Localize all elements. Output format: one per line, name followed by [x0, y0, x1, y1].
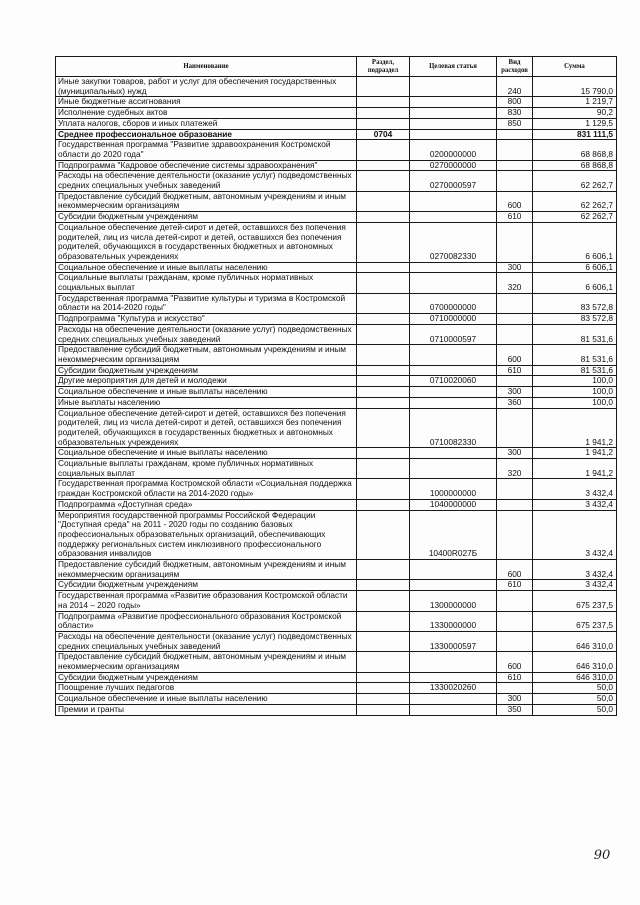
cell-target — [410, 365, 497, 376]
cell-target: 0200000000 — [410, 140, 497, 160]
cell-target: 1040000000 — [410, 499, 497, 510]
cell-name: Подпрограмма "Культура и искусство" — [56, 314, 357, 325]
cell-kind — [497, 140, 533, 160]
cell-name: Расходы на обеспечение деятельности (оказание услуг) подведомственных средних специальных учебных заведений — [56, 324, 357, 344]
cell-kind — [497, 129, 533, 140]
cell-section — [357, 273, 410, 293]
cell-target: 1330020260 — [410, 683, 497, 694]
cell-target: 0270082330 — [410, 222, 497, 262]
cell-section — [357, 652, 410, 672]
cell-name: Предоставление субсидий бюджетным, автономным учреждениям и иным некоммерческим организациям — [56, 191, 357, 211]
cell-section — [357, 97, 410, 108]
cell-target: 0710000597 — [410, 324, 497, 344]
cell-target: 0710082330 — [410, 408, 497, 448]
header-sum: Сумма — [533, 57, 617, 77]
cell-target — [410, 560, 497, 580]
cell-name: Предоставление субсидий бюджетным, автономным учреждениям и иным некоммерческим организациям — [56, 345, 357, 365]
cell-name: Государственная программа «Развитие образования Костромской области на 2014 – 2020 годы» — [56, 591, 357, 611]
cell-sum: 15 790,0 — [533, 77, 617, 97]
cell-kind: 610 — [497, 365, 533, 376]
table-row — [56, 694, 617, 705]
cell-section — [357, 683, 410, 694]
table-row — [56, 459, 617, 479]
cell-section — [357, 448, 410, 459]
cell-sum: 100,0 — [533, 387, 617, 398]
cell-section — [357, 262, 410, 273]
table-row — [56, 171, 617, 191]
table-row — [56, 376, 617, 387]
cell-name: Социальное обеспечение и иные выплаты населению — [56, 694, 357, 705]
table-row — [56, 293, 617, 313]
cell-sum: 68 868,8 — [533, 160, 617, 171]
cell-section — [357, 631, 410, 651]
cell-sum: 675 237,5 — [533, 591, 617, 611]
cell-section — [357, 108, 410, 119]
cell-sum: 3 432,4 — [533, 499, 617, 510]
cell-section — [357, 77, 410, 97]
cell-name: Подпрограмма «Доступная среда» — [56, 499, 357, 510]
cell-section — [357, 376, 410, 387]
cell-sum: 50,0 — [533, 694, 617, 705]
cell-name: Подпрограмма "Кадровое обеспечение системы здравоохранения" — [56, 160, 357, 171]
cell-name: Государственная программа "Развитие культуры и туризма в Костромской области на 2014-2020 годы" — [56, 293, 357, 313]
cell-target — [410, 118, 497, 129]
cell-sum: 50,0 — [533, 704, 617, 715]
cell-target: 0270000000 — [410, 160, 497, 171]
cell-kind: 240 — [497, 77, 533, 97]
cell-target — [410, 387, 497, 398]
cell-kind — [497, 376, 533, 387]
cell-kind: 610 — [497, 580, 533, 591]
cell-sum: 646 310,0 — [533, 672, 617, 683]
cell-kind — [497, 611, 533, 631]
table-row — [56, 314, 617, 325]
cell-sum: 1 941,2 — [533, 408, 617, 448]
table-header — [56, 57, 617, 77]
cell-sum: 81 531,6 — [533, 324, 617, 344]
cell-sum: 1 941,2 — [533, 459, 617, 479]
cell-target: 0700000000 — [410, 293, 497, 313]
cell-kind: 320 — [497, 459, 533, 479]
cell-target — [410, 345, 497, 365]
table-row — [56, 129, 617, 140]
table-row — [56, 580, 617, 591]
cell-section — [357, 160, 410, 171]
cell-name: Уплата налогов, сборов и иных платежей — [56, 118, 357, 129]
cell-name: Иные выплаты населению — [56, 397, 357, 408]
cell-target — [410, 652, 497, 672]
cell-name: Государственная программа "Развитие здравоохранения Костромской области до 2020 года" — [56, 140, 357, 160]
cell-kind: 320 — [497, 273, 533, 293]
cell-target — [410, 580, 497, 591]
table-row — [56, 704, 617, 715]
cell-target — [410, 212, 497, 223]
cell-kind: 600 — [497, 652, 533, 672]
cell-name: Иные бюджетные ассигнования — [56, 97, 357, 108]
cell-section: 0704 — [357, 129, 410, 140]
table-row — [56, 191, 617, 211]
cell-name: Мероприятия государственной программы Российской Федерации "Доступная среда" на 2011 - 2020 годы по созданию базовых профессиональных образовательных организаций, обеспечивающих поддержку региональных систем инклюзивного профессионального образования инвалидов — [56, 510, 357, 560]
table-row — [56, 499, 617, 510]
cell-kind: 600 — [497, 345, 533, 365]
cell-section — [357, 314, 410, 325]
cell-kind — [497, 160, 533, 171]
cell-name: Социальное обеспечение детей-сирот и детей, оставшихся без попечения родителей, лиц из числа детей-сирот и детей, оставшихся без попечения родителей, обучающихся в государственных бюджетных и автономных образовательных учреждениях — [56, 222, 357, 262]
cell-name: Субсидии бюджетным учреждениям — [56, 580, 357, 591]
cell-name: Подпрограмма «Развитие профессионального образования Костромской области» — [56, 611, 357, 631]
table-row — [56, 631, 617, 651]
header-row — [56, 57, 617, 77]
cell-section — [357, 212, 410, 223]
cell-section — [357, 560, 410, 580]
cell-section — [357, 510, 410, 560]
cell-kind: 600 — [497, 191, 533, 211]
cell-section — [357, 704, 410, 715]
cell-name: Поощрение лучших педагогов — [56, 683, 357, 694]
cell-kind: 830 — [497, 108, 533, 119]
cell-name: Социальное обеспечение и иные выплаты населению — [56, 262, 357, 273]
table-row — [56, 448, 617, 459]
cell-name: Государственная программа Костромской области «Социальная поддержка граждан Костромской области на 2014-2020 годы» — [56, 479, 357, 499]
cell-name: Иные закупки товаров, работ и услуг для обеспечения государственных (муниципальных) нужд — [56, 77, 357, 97]
cell-target — [410, 97, 497, 108]
table-row — [56, 108, 617, 119]
cell-sum: 62 262,7 — [533, 191, 617, 211]
cell-sum: 1 219,7 — [533, 97, 617, 108]
cell-kind — [497, 408, 533, 448]
cell-section — [357, 591, 410, 611]
cell-sum: 100,0 — [533, 376, 617, 387]
table-row — [56, 118, 617, 129]
table-row — [56, 222, 617, 262]
cell-target: 1330000000 — [410, 611, 497, 631]
cell-name: Предоставление субсидий бюджетным, автономным учреждениям и иным некоммерческим организациям — [56, 652, 357, 672]
cell-kind: 300 — [497, 448, 533, 459]
cell-kind: 850 — [497, 118, 533, 129]
cell-sum: 100,0 — [533, 397, 617, 408]
budget-table — [55, 56, 617, 716]
cell-target — [410, 191, 497, 211]
cell-section — [357, 459, 410, 479]
cell-target: 1000000000 — [410, 479, 497, 499]
cell-name: Предоставление субсидий бюджетным, автономным учреждениям и иным некоммерческим организациям — [56, 560, 357, 580]
cell-target — [410, 459, 497, 479]
cell-section — [357, 499, 410, 510]
cell-kind — [497, 222, 533, 262]
cell-kind: 360 — [497, 397, 533, 408]
cell-kind: 350 — [497, 704, 533, 715]
cell-kind — [497, 314, 533, 325]
cell-section — [357, 397, 410, 408]
cell-name: Социальное обеспечение детей-сирот и детей, оставшихся без попечения родителей, лиц из числа детей-сирот и детей, оставшихся без попечения родителей, обучающихся в государственных бюджетных и автономных образовательных учреждениях — [56, 408, 357, 448]
cell-name: Социальные выплаты гражданам, кроме публичных нормативных социальных выплат — [56, 273, 357, 293]
cell-sum: 6 606,1 — [533, 222, 617, 262]
cell-target: 1330000597 — [410, 631, 497, 651]
cell-kind: 610 — [497, 212, 533, 223]
cell-kind: 610 — [497, 672, 533, 683]
cell-sum: 3 432,4 — [533, 580, 617, 591]
cell-section — [357, 611, 410, 631]
table-row — [56, 97, 617, 108]
cell-sum: 1 129,5 — [533, 118, 617, 129]
cell-target — [410, 273, 497, 293]
cell-name: Субсидии бюджетным учреждениям — [56, 365, 357, 376]
cell-kind — [497, 683, 533, 694]
cell-sum: 1 941,2 — [533, 448, 617, 459]
cell-kind: 300 — [497, 262, 533, 273]
table-row — [56, 212, 617, 223]
cell-name: Социальные выплаты гражданам, кроме публичных нормативных социальных выплат — [56, 459, 357, 479]
cell-sum: 81 531,6 — [533, 345, 617, 365]
cell-sum: 62 262,7 — [533, 212, 617, 223]
cell-kind — [497, 499, 533, 510]
cell-target — [410, 672, 497, 683]
cell-section — [357, 345, 410, 365]
cell-section — [357, 408, 410, 448]
table-row — [56, 345, 617, 365]
cell-name: Исполнение судебных актов — [56, 108, 357, 119]
table-row — [56, 365, 617, 376]
cell-section — [357, 324, 410, 344]
cell-sum: 68 868,8 — [533, 140, 617, 160]
cell-sum: 6 606,1 — [533, 273, 617, 293]
cell-section — [357, 222, 410, 262]
cell-sum: 646 310,0 — [533, 631, 617, 651]
cell-target: 0710020060 — [410, 376, 497, 387]
table-row — [56, 560, 617, 580]
cell-name: Другие мероприятия для детей и молодежи — [56, 376, 357, 387]
cell-kind: 800 — [497, 97, 533, 108]
page-number: 90 — [593, 848, 611, 863]
cell-name: Субсидии бюджетным учреждениям — [56, 212, 357, 223]
cell-target — [410, 262, 497, 273]
table-row — [56, 160, 617, 171]
cell-name: Премии и гранты — [56, 704, 357, 715]
cell-section — [357, 672, 410, 683]
table-row — [56, 397, 617, 408]
cell-section — [357, 365, 410, 376]
cell-target — [410, 108, 497, 119]
cell-target: 10400R027Б — [410, 510, 497, 560]
header-section: Раздел, подраздел — [357, 57, 410, 77]
cell-target: 1300000000 — [410, 591, 497, 611]
cell-kind: 300 — [497, 694, 533, 705]
cell-target — [410, 397, 497, 408]
cell-section — [357, 694, 410, 705]
cell-name: Социальное обеспечение и иные выплаты населению — [56, 448, 357, 459]
header-kind: Вид расходов — [497, 57, 533, 77]
cell-name: Социальное обеспечение и иные выплаты населению — [56, 387, 357, 398]
cell-kind — [497, 591, 533, 611]
table-row — [56, 611, 617, 631]
table-row — [56, 387, 617, 398]
header-name: Наименование — [56, 57, 357, 77]
header-target: Целевая статья — [410, 57, 497, 77]
table-body — [56, 77, 617, 716]
table-row — [56, 683, 617, 694]
cell-kind: 600 — [497, 560, 533, 580]
cell-sum: 6 606,1 — [533, 262, 617, 273]
table-row — [56, 672, 617, 683]
cell-name: Расходы на обеспечение деятельности (оказание услуг) подведомственных средних специальных учебных заведений — [56, 631, 357, 651]
cell-sum: 90,2 — [533, 108, 617, 119]
cell-section — [357, 387, 410, 398]
cell-sum: 831 111,5 — [533, 129, 617, 140]
cell-kind — [497, 510, 533, 560]
table-row — [56, 510, 617, 560]
table-row — [56, 408, 617, 448]
cell-section — [357, 580, 410, 591]
cell-target — [410, 77, 497, 97]
cell-kind: 300 — [497, 387, 533, 398]
table-row — [56, 273, 617, 293]
cell-sum: 83 572,8 — [533, 314, 617, 325]
cell-kind — [497, 479, 533, 499]
table-row — [56, 262, 617, 273]
cell-kind — [497, 293, 533, 313]
cell-section — [357, 140, 410, 160]
cell-kind — [497, 324, 533, 344]
table-row — [56, 77, 617, 97]
cell-section — [357, 293, 410, 313]
table-row — [56, 479, 617, 499]
table-row — [56, 324, 617, 344]
cell-name: Субсидии бюджетным учреждениям — [56, 672, 357, 683]
cell-kind — [497, 171, 533, 191]
cell-sum: 83 572,8 — [533, 293, 617, 313]
cell-section — [357, 479, 410, 499]
cell-target — [410, 704, 497, 715]
cell-kind — [497, 631, 533, 651]
table-row — [56, 652, 617, 672]
cell-target: 0270000597 — [410, 171, 497, 191]
cell-name: Расходы на обеспечение деятельности (оказание услуг) подведомственных средних специальных учебных заведений — [56, 171, 357, 191]
table-row — [56, 591, 617, 611]
cell-target — [410, 694, 497, 705]
cell-section — [357, 171, 410, 191]
cell-sum: 50,0 — [533, 683, 617, 694]
cell-sum: 646 310,0 — [533, 652, 617, 672]
budget-table-sheet — [55, 56, 616, 716]
cell-sum: 3 432,4 — [533, 479, 617, 499]
cell-target: 0710000000 — [410, 314, 497, 325]
cell-section — [357, 118, 410, 129]
cell-section — [357, 191, 410, 211]
cell-target — [410, 129, 497, 140]
cell-name: Среднее профессиональное образование — [56, 129, 357, 140]
cell-sum: 81 531,6 — [533, 365, 617, 376]
cell-sum: 3 432,4 — [533, 510, 617, 560]
cell-target — [410, 448, 497, 459]
cell-sum: 3 432,4 — [533, 560, 617, 580]
table-row — [56, 140, 617, 160]
cell-sum: 675 237,5 — [533, 611, 617, 631]
cell-sum: 62 262,7 — [533, 171, 617, 191]
